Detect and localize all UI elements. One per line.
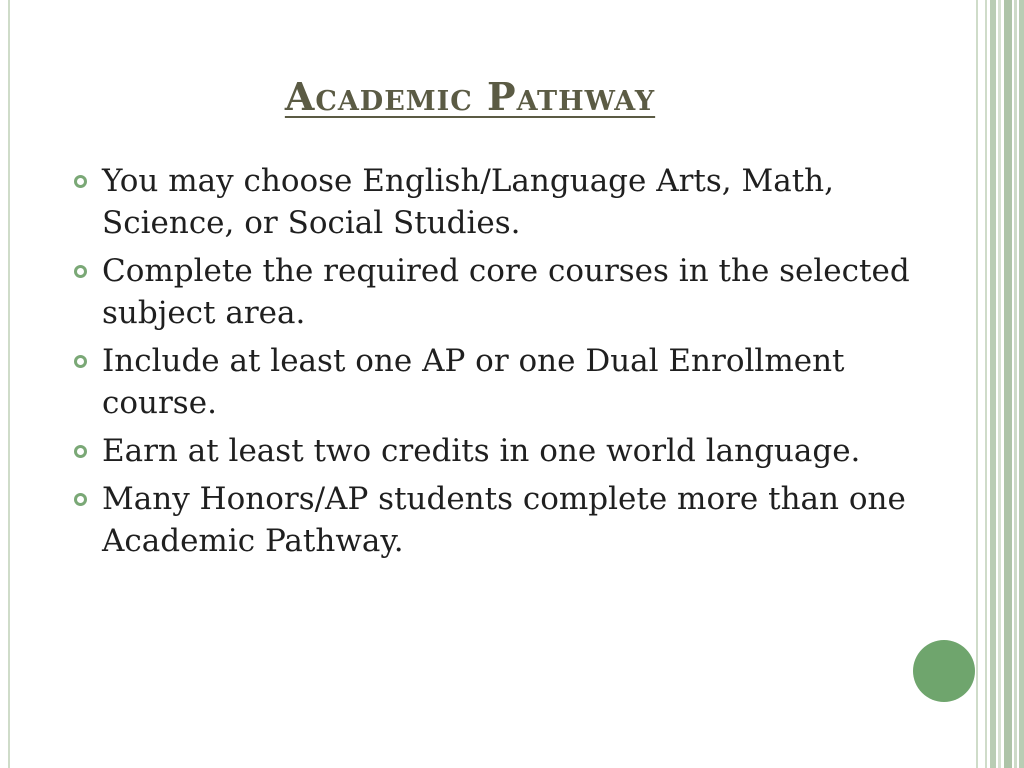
stripe — [976, 0, 978, 768]
stripe — [985, 0, 987, 768]
stripe — [1019, 0, 1024, 768]
bullet-text: Complete the required core courses in the selected subject area. — [102, 253, 910, 331]
stripe — [1014, 0, 1017, 768]
list-item — [70, 430, 930, 472]
ring-bullet-icon — [74, 265, 87, 278]
bullet-text: You may choose English/Language Arts, Math, Science, or Social Studies. — [102, 163, 834, 241]
bullet-text: Include at least one AP or one Dual Enrollment course. — [102, 343, 845, 421]
ring-bullet-icon — [74, 355, 87, 368]
list-item — [70, 250, 930, 334]
ring-bullet-icon — [74, 445, 87, 458]
bullet-text: Earn at least two credits in one world language. — [102, 433, 861, 469]
list-item — [70, 160, 930, 244]
stripe — [1004, 0, 1012, 768]
list-item — [70, 340, 930, 424]
ring-bullet-icon — [74, 175, 87, 188]
bullet-text: Many Honors/AP students complete more than one Academic Pathway. — [102, 481, 906, 559]
bullet-list — [70, 160, 930, 568]
slide-title: Academic Pathway — [284, 74, 656, 119]
list-item — [70, 478, 930, 562]
stripe — [990, 0, 996, 768]
decorative-green-circle — [913, 640, 975, 702]
ring-bullet-icon — [74, 493, 87, 506]
stripe — [998, 0, 1001, 768]
right-decorative-stripes — [976, 0, 1024, 768]
